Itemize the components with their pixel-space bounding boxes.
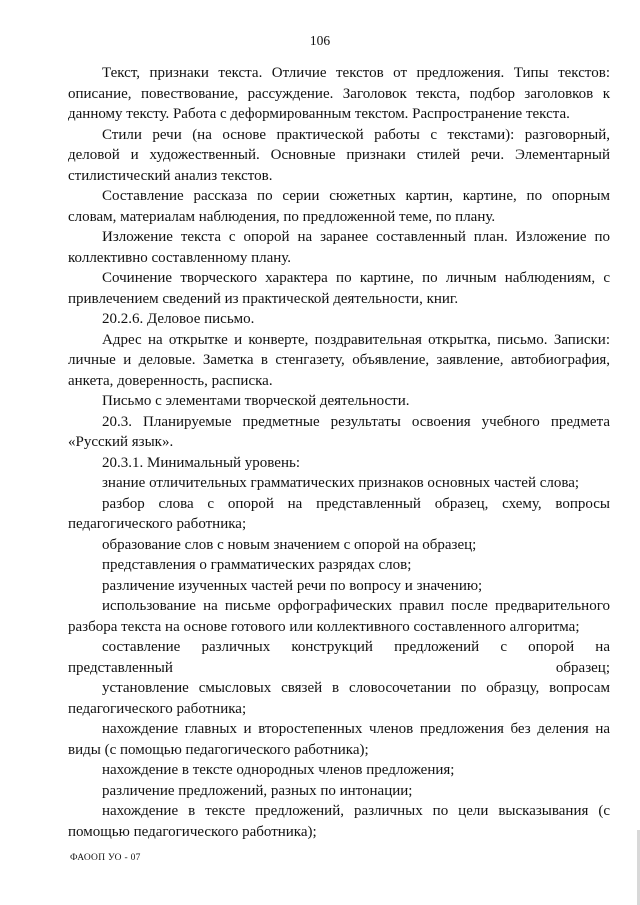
list-item-word-parts: знание отличительных грамматических признаков основных частей слова; (102, 475, 580, 491)
section-heading-business-letter: 20.2.6. Деловое письмо. (102, 311, 255, 327)
list-item-parts-of-speech: различение изученных частей речи по вопросу и значению; (102, 577, 483, 594)
section-heading-minimal-level: 20.3.1. Минимальный уровень: (102, 454, 300, 471)
paragraph-creative-letter: Письмо с элементами творческой деятельности. (102, 393, 410, 409)
paragraph-address-letters: Адрес на открытке и конверте, поздравительная открытка, письмо. Записки: личные и деловые. Заметка в стенгазету, объявление, заявление, автобиография, анкета, доверенность, расписка. (68, 331, 610, 389)
list-item-word-formation: образование слов с новым значением с опорой на образец; (102, 536, 477, 553)
list-item-intonation: различение предложений, разных по интонации; (102, 782, 413, 799)
paragraph-speech-styles: Стили речи (на основе практической работы с текстами): разговорный, деловой и художественный. Основные признаки стилей речи. Элементарный стилистический анализ текстов. (68, 126, 610, 184)
list-item-homogeneous-members: нахождение в тексте однородных членов предложения; (102, 762, 455, 778)
footer-doc-code: ФАООП УО - 07 (70, 853, 141, 863)
paragraph-creative-essay: Сочинение творческого характера по картине, по личным наблюдениям, с привлечением сведений из практической деятельности, книг. (68, 270, 610, 307)
body-text (68, 63, 610, 842)
list-item-word-analysis: разбор слова с опорой на представленный образец, схему, вопросы педагогического работника; (68, 495, 610, 532)
list-item-purpose-of-utterance: нахождение в тексте предложений, различных по цели высказывания (с помощью педагогического работника); (68, 803, 610, 840)
list-item-spelling-rules: использование на письме орфографических правил после предварительного разбора текста на основе готового или коллективного составленного алгоритма; (68, 598, 610, 635)
paragraph-text-summary: Изложение текста с опорой на заранее составленный план. Изложение по коллективно составленному плану. (68, 229, 610, 266)
list-item-semantic-links: установление смысловых связей в словосочетании по образцу, вопросам педагогического работника; (68, 680, 610, 717)
section-heading-planned-results: 20.3. Планируемые предметные результаты освоения учебного предмета «Русский язык». (68, 413, 610, 450)
page-number: 106 (309, 33, 331, 48)
list-item-sentence-constructions: составление различных конструкций предложений с опорой на представленный образец; (68, 639, 610, 676)
paragraph-story-composition: Составление рассказа по серии сюжетных картин, картине, по опорным словам, материалам наблюдения, по предложенной теме, по плану. (68, 188, 610, 225)
list-item-sentence-members: нахождение главных и второстепенных членов предложения без деления на виды (с помощью педагогического работника); (68, 721, 610, 758)
paragraph-text-features: Текст, признаки текста. Отличие текстов от предложения. Типы текстов: описание, повествование, рассуждение. Заголовок текста, подбор заголовков к данному тексту. Работа с деформированным текстом. Распространение текста. (68, 65, 610, 122)
list-item-grammatical-categories: представления о грамматических разрядах слов; (102, 557, 412, 573)
